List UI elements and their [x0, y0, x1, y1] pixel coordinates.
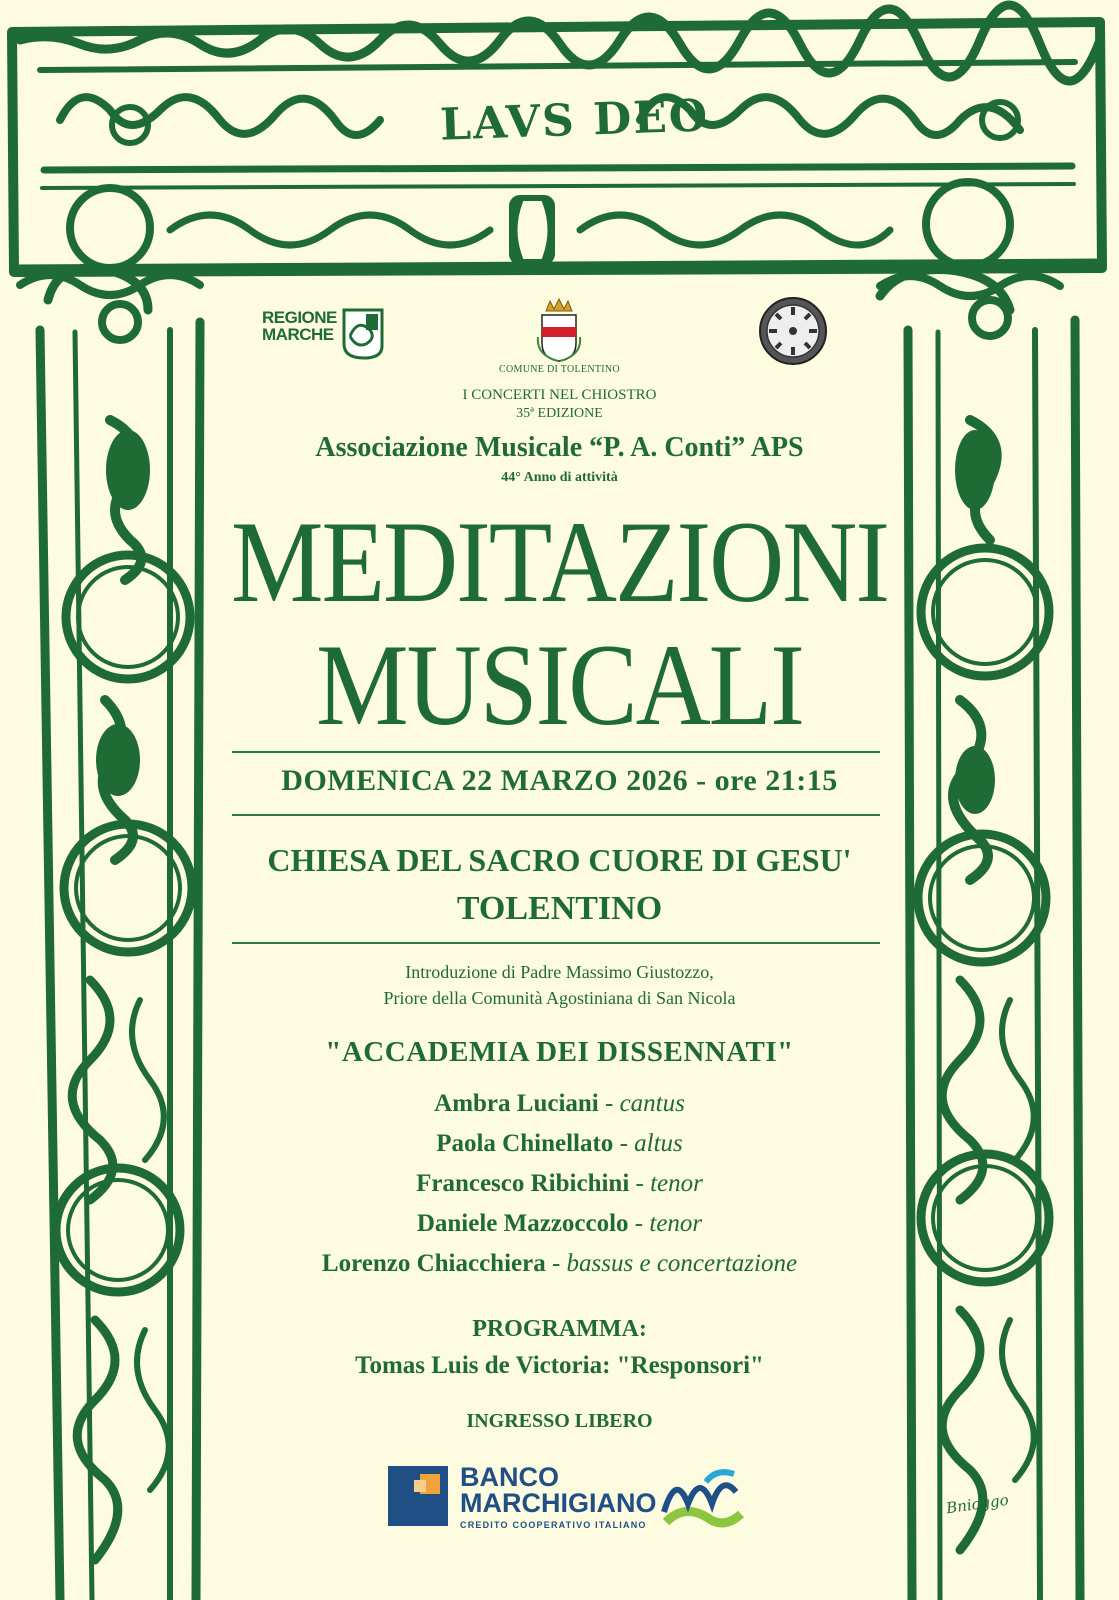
- performer-role: tenor: [650, 1170, 703, 1197]
- banco-name-line-1: BANCO: [460, 1462, 559, 1492]
- title-line-1: MEDITAZIONI: [230, 498, 889, 627]
- series-title: I CONCERTI NEL CHIOSTRO: [462, 387, 657, 403]
- anniversary: 44° Anno di attività: [501, 470, 618, 485]
- association-name: Associazione Musicale “P. A. Conti” APS: [315, 432, 804, 463]
- venue-city: TOLENTINO: [456, 890, 663, 927]
- venue-name: CHIESA DEL SACRO CUORE DI GESU': [267, 842, 852, 878]
- performer-role: altus: [634, 1130, 683, 1157]
- regione-logo-text: REGIONE MARCHE: [262, 308, 337, 344]
- performer-separator: -: [628, 1210, 650, 1237]
- artist-signature: Bnioggo: [945, 1490, 1010, 1518]
- performer-line: [0, 1170, 1119, 1198]
- regione-marche-logo: [262, 306, 392, 366]
- comune-crest: [536, 297, 582, 365]
- clock-logo: [758, 296, 828, 366]
- performer-name: Daniele Mazzoccolo: [416, 1210, 629, 1237]
- performer-name: Paola Chinellato: [436, 1130, 614, 1157]
- divider-top: [232, 751, 880, 753]
- title-line-2: MUSICALI: [316, 621, 803, 750]
- performer-name: Lorenzo Chiacchiera: [321, 1250, 546, 1277]
- program-work: Tomas Luis de Victoria: "Responsori": [355, 1352, 764, 1379]
- performer-line: [0, 1210, 1119, 1238]
- performer-separator: -: [598, 1090, 620, 1117]
- performer-role: bassus e concertazione: [566, 1250, 798, 1277]
- intro-line-2: Priore della Comunità Agostiniana di San Nicola: [383, 988, 736, 1008]
- performer-separator: -: [545, 1250, 567, 1277]
- banco-subtitle: CREDITO COOPERATIVO ITALIANO: [460, 1520, 647, 1530]
- divider-bottom: [232, 942, 880, 944]
- performer-line: [0, 1090, 1119, 1118]
- banco-marchigiano-logo: [388, 1458, 748, 1534]
- banco-m-mark: [656, 1462, 746, 1532]
- program-heading: PROGRAMMA:: [472, 1316, 647, 1342]
- performer-role: cantus: [619, 1090, 685, 1117]
- frame-lettering: LAVS DEO: [439, 90, 710, 151]
- performer-separator: -: [613, 1130, 635, 1157]
- divider-middle: [232, 814, 880, 816]
- edition: 35ª EDIZIONE: [516, 406, 603, 421]
- intro-line-1: Introduzione di Padre Massimo Giustozzo,: [405, 962, 714, 982]
- comune-label: COMUNE DI TOLENTINO: [499, 364, 620, 375]
- banco-name-line-2: MARCHIGIANO: [460, 1488, 657, 1518]
- performer-line: [0, 1250, 1119, 1278]
- banco-logo-square: [388, 1466, 448, 1526]
- ensemble-name: "ACCADEMIA DEI DISSENNATI": [325, 1036, 794, 1068]
- admission-note: INGRESSO LIBERO: [466, 1410, 653, 1432]
- performer-name: Ambra Luciani: [434, 1090, 599, 1117]
- regione-logo-mark: [340, 306, 386, 362]
- event-date: DOMENICA 22 MARZO 2026 - ore 21:15: [281, 764, 838, 797]
- performer-separator: -: [629, 1170, 651, 1197]
- performer-line: [0, 1130, 1119, 1158]
- performer-role: tenor: [649, 1210, 703, 1237]
- performer-name: Francesco Ribichini: [416, 1170, 630, 1197]
